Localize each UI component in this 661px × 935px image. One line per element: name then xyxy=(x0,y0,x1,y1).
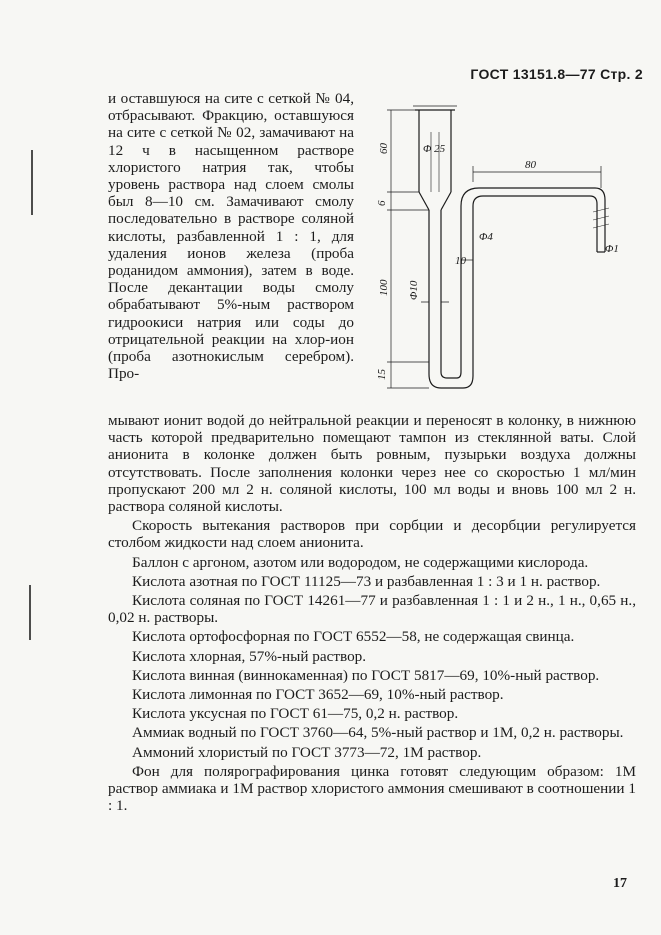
dim-d4-label: Φ4 xyxy=(479,231,493,243)
page-header: ГОСТ 13151.8—77 Стр. 2 xyxy=(470,66,643,82)
dim-15-label: 15 xyxy=(376,369,388,380)
body-paragraph: Кислота уксусная по ГОСТ 61—75, 0,2 н. раствор. xyxy=(132,705,459,723)
body-paragraph: Кислота ортофосфорная по ГОСТ 6552—58, не содержащая свинца. xyxy=(132,628,575,646)
body-paragraph: Аммиак водный по ГОСТ 3760—64, 5%-ный раствор и 1М, 0,2 н. растворы. xyxy=(132,724,624,742)
body-paragraph: Кислота соляная по ГОСТ 14261—77 и разбавленная 1 : 1 и 2 н., 1 н., 0,65 н., 0,02 н. растворы. xyxy=(108,592,636,627)
body-paragraph: Кислота винная (виннокаменная) по ГОСТ 5817—69, 10%-ный раствор. xyxy=(132,666,600,684)
body-paragraph: Баллон с аргоном, азотом или водородом, не содержащими кислорода. xyxy=(132,553,589,571)
narrow-paragraph: и оставшуюся на сите с сеткой № 04, отбрасывают. Фракцию, оставшуюся на сите с сеткой № 02, замачивают на 12 ч в насыщенном растворе хлористого натрия так, чтобы уровень раствора над слоем смолы был 8—10 см. Замачивают смолу последовательно в растворе соляной кислоты, разбавленной 1 : 1, для удаления ионов железа (проба роданидом аммония), затем в воде. После декантации воды смолу обрабатывают 5%-ным раствором гидроокиси натрия или соды до отрицательной реакции на хлор-ион (проба азотнокислым серебром). Про- xyxy=(108,90,354,383)
dim-d10-label: Φ10 xyxy=(408,280,420,300)
body-paragraph: мывают ионит водой до нейтральной реакции и переносят в колонку, в нижнюю часть которой предварительно помещают тампон из стеклянной ваты. Слой анионита в колонке должен быть ровным, пузырьки воздуха должны отсутствовать. После заполнения колонки через нее со скоростью 1 мл/мин пропускают 200 мл 2 н. соляной кислоты, 100 мл воды и вновь 100 мл 2 н. раствора соляной кислоты. xyxy=(108,412,636,516)
dim-80-label: 80 xyxy=(525,159,536,171)
dim-100-label: 100 xyxy=(378,279,390,296)
body-paragraph: Кислота хлорная, 57%-ный раствор. xyxy=(132,647,367,665)
body-paragraph: Фон для полярографирования цинка готовят следующим образом: 1М раствор аммиака и 1М раствор хлористого аммония смешивают в соотношении 1 : 1. xyxy=(108,762,636,815)
body-paragraph: Кислота лимонная по ГОСТ 3652—69, 10%-ный раствор. xyxy=(132,686,504,704)
dim-d25-label: Φ 25 xyxy=(423,143,446,155)
page-number: 17 xyxy=(613,876,627,891)
body-paragraph: Аммоний хлористый по ГОСТ 3773—72, 1М раствор. xyxy=(132,743,482,761)
dim-d1-label: Φ1 xyxy=(605,243,619,255)
body-paragraph: Скорость вытекания растворов при сорбции и десорбции регулируется столбом жидкости над слоем анионита. xyxy=(108,517,636,552)
body-paragraph: Кислота азотная по ГОСТ 11125—73 и разбавленная 1 : 3 и 1 н. раствор. xyxy=(132,572,601,590)
dim-10-label: 10 xyxy=(455,255,466,267)
dim-6-label: 6 xyxy=(376,200,388,206)
dim-60-label: 60 xyxy=(378,143,390,154)
